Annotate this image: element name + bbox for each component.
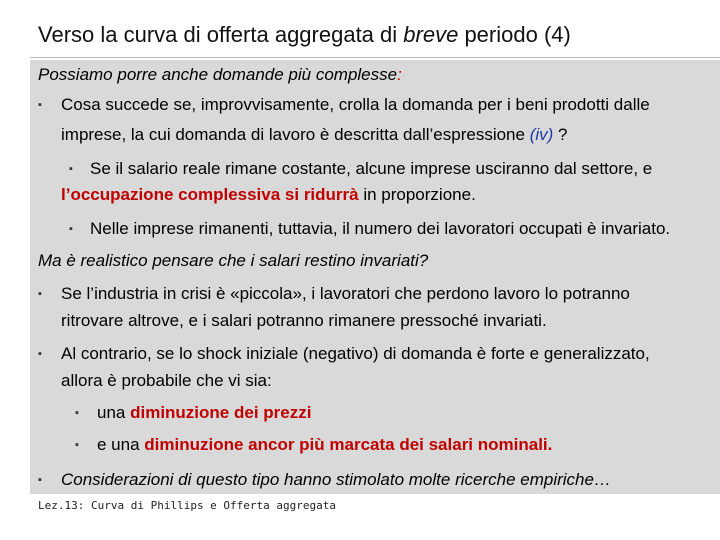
p2-line2: ritrovare altrove, e i salari potranno rimanere pressoché invariati. [61, 311, 547, 330]
q1-line1: Cosa succede se, improvvisamente, crolla la domanda per i beni prodotti dalle [61, 95, 650, 114]
q1-sub1-line1: Se il salario reale rimane costante, alcune imprese usciranno dal settore, e [90, 159, 653, 178]
p3-sub2: e una diminuzione ancor più marcata dei salari nominali. [97, 435, 553, 454]
q1-line2: imprese, la cui domanda di lavoro è descritta dall’espressione (iv) ? [61, 125, 568, 144]
bullet-icon: ▪ [75, 439, 79, 451]
bullet-icon: ▪ [69, 163, 73, 175]
bullet-icon: ▪ [75, 407, 79, 419]
bullet-icon: ▪ [38, 99, 42, 111]
intro-heading: Possiamo porre anche domande più complesse: [38, 65, 402, 84]
bullet-icon: ▪ [38, 474, 42, 486]
p3-line1: Al contrario, se lo shock iniziale (negativo) di domanda è forte e generalizzato, [61, 344, 650, 363]
bullet-icon: ▪ [69, 223, 73, 235]
p4-text: Considerazioni di questo tipo hanno stimolato molte ricerche empiriche… [61, 470, 611, 489]
bullet-icon: ▪ [38, 348, 42, 360]
question2-heading: Ma è realistico pensare che i salari restino invariati? [38, 251, 429, 270]
q1-sub1-line2: l’occupazione complessiva si ridurrà in proporzione. [61, 185, 476, 204]
p3-line2: allora è probabile che vi sia: [61, 371, 272, 390]
q1-sub2: Nelle imprese rimanenti, tuttavia, il numero dei lavoratori occupati è invariato. [90, 219, 671, 238]
slide-title: Verso la curva di offerta aggregata di breve periodo (4) [38, 22, 571, 47]
p2-line1: Se l’industria in crisi è «piccola», i lavoratori che perdono lavoro lo potranno [61, 284, 630, 303]
p3-sub1: una diminuzione dei prezzi [97, 403, 312, 422]
slide-footer: Lez.13: Curva di Phillips e Offerta aggregata [38, 499, 337, 512]
title-divider [30, 57, 720, 58]
bullet-icon: ▪ [38, 288, 42, 300]
